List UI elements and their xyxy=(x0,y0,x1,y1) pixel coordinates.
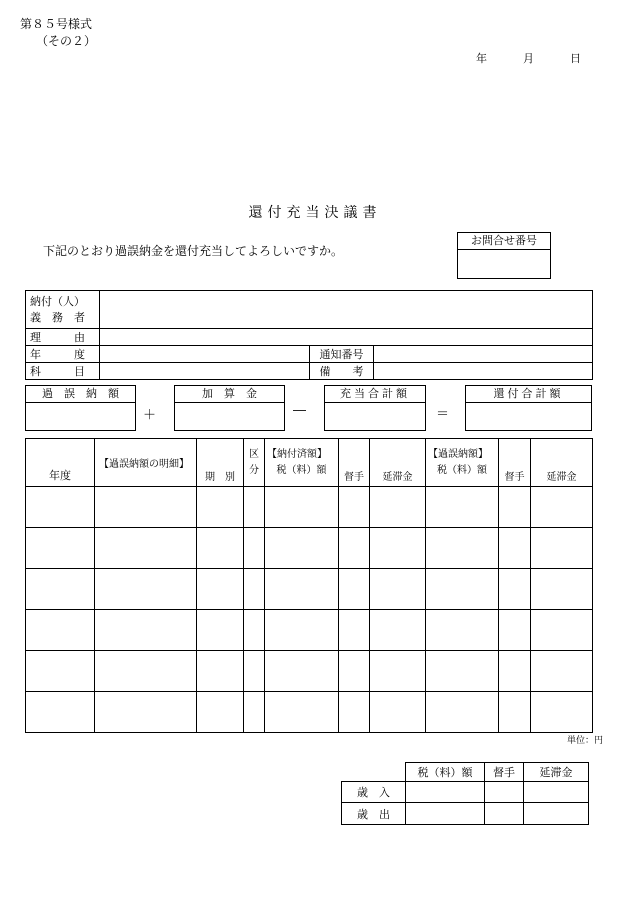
cell-over-late[interactable] xyxy=(531,487,593,528)
summary-revenue-label: 歳 入 xyxy=(342,782,406,803)
table-row xyxy=(26,528,593,569)
cell-paid-tax[interactable] xyxy=(265,487,339,528)
date-month-label: 月 xyxy=(523,52,534,65)
table-row xyxy=(26,487,593,528)
document-title: 還付充当決議書 xyxy=(248,205,382,221)
cell-class[interactable] xyxy=(244,528,265,569)
cell-paid-dunning[interactable] xyxy=(339,651,370,692)
cell-detail[interactable] xyxy=(95,610,197,651)
overpaid-amount-label: 過 誤 納 額 xyxy=(26,386,135,403)
summary-expenditure-dunning[interactable] xyxy=(485,803,524,825)
cell-period[interactable] xyxy=(197,487,244,528)
cell-over-dunning[interactable] xyxy=(499,487,531,528)
paid-tax-label: 税（料）額 xyxy=(276,464,327,476)
subject-field[interactable] xyxy=(100,363,310,380)
col-year-header: 年度 xyxy=(26,439,95,487)
addition-amount-label: 加 算 金 xyxy=(175,386,284,403)
cell-over-tax[interactable] xyxy=(426,487,499,528)
table-row xyxy=(26,692,593,733)
inquiry-value-field[interactable] xyxy=(458,250,550,279)
cell-year[interactable] xyxy=(26,528,95,569)
col-over-tax-header xyxy=(426,439,499,487)
cell-paid-late[interactable] xyxy=(370,692,426,733)
summary-expenditure-label: 歳 出 xyxy=(342,803,406,825)
cell-over-dunning[interactable] xyxy=(499,651,531,692)
cell-period[interactable] xyxy=(197,610,244,651)
date-year-label: 年 xyxy=(476,52,487,65)
col-detail-header: 【過誤納額の明細】 xyxy=(95,439,197,487)
col-paid-dunning-header: 督手 xyxy=(339,439,370,487)
cell-detail[interactable] xyxy=(95,487,197,528)
cell-paid-late[interactable] xyxy=(370,528,426,569)
cell-over-tax[interactable] xyxy=(426,610,499,651)
cell-paid-late[interactable] xyxy=(370,651,426,692)
refund-total-label: 還付合計額 xyxy=(466,386,591,403)
table-row xyxy=(26,651,593,692)
table-row xyxy=(26,610,593,651)
cell-detail[interactable] xyxy=(95,528,197,569)
cell-over-dunning[interactable] xyxy=(499,569,531,610)
minus-sign: ― xyxy=(293,403,306,418)
summary-revenue-dunning[interactable] xyxy=(485,782,524,803)
addition-amount-field[interactable] xyxy=(175,403,284,431)
cell-over-tax[interactable] xyxy=(426,528,499,569)
col-over-dunning-header: 督手 xyxy=(499,439,531,487)
cell-paid-tax[interactable] xyxy=(265,528,339,569)
cell-detail[interactable] xyxy=(95,651,197,692)
cell-paid-dunning[interactable] xyxy=(339,487,370,528)
cell-over-tax[interactable] xyxy=(426,569,499,610)
cell-paid-tax[interactable] xyxy=(265,692,339,733)
paid-title: 【納付済額】 xyxy=(267,448,327,460)
col-paid-late-header: 延滞金 xyxy=(370,439,426,487)
cell-class[interactable] xyxy=(244,487,265,528)
cell-over-dunning[interactable] xyxy=(499,692,531,733)
col-class-header: 区分 xyxy=(244,439,265,487)
appropriation-total-field[interactable] xyxy=(325,403,425,431)
payer-label: 納付（人） 義 務 者 xyxy=(26,291,100,329)
summary-corner xyxy=(342,763,406,782)
cell-paid-late[interactable] xyxy=(370,569,426,610)
cell-paid-dunning[interactable] xyxy=(339,569,370,610)
cell-year[interactable] xyxy=(26,692,95,733)
cell-class[interactable] xyxy=(244,610,265,651)
detail-table xyxy=(25,438,593,733)
overpaid-amount-field[interactable] xyxy=(26,403,135,431)
cell-class[interactable] xyxy=(244,651,265,692)
appropriation-total-box xyxy=(324,385,426,431)
cell-period[interactable] xyxy=(197,692,244,733)
over-title: 【過誤納額】 xyxy=(428,448,488,460)
table-row xyxy=(26,569,593,610)
remarks-label: 備 考 xyxy=(310,363,374,380)
date-day-label: 日 xyxy=(570,52,581,65)
equals-sign: ＝ xyxy=(436,407,450,422)
info-table xyxy=(25,290,593,380)
over-tax-label: 税（料）額 xyxy=(437,464,487,476)
cell-over-late[interactable] xyxy=(531,569,593,610)
summary-dunning-header: 督手 xyxy=(485,763,524,782)
unit-label: 単位：円 xyxy=(567,736,604,746)
cell-over-late[interactable] xyxy=(531,651,593,692)
cell-paid-dunning[interactable] xyxy=(339,610,370,651)
refund-total-field[interactable] xyxy=(466,403,591,431)
notice-number-label: 通知番号 xyxy=(310,346,374,363)
cell-paid-tax[interactable] xyxy=(265,569,339,610)
cell-period[interactable] xyxy=(197,569,244,610)
lead-text: 下記のとおり過誤納金を還付充当してよろしいですか。 xyxy=(43,244,344,258)
form-number: 第８５号様式 xyxy=(20,17,93,31)
cell-paid-late[interactable] xyxy=(370,487,426,528)
cell-over-late[interactable] xyxy=(531,610,593,651)
overpaid-amount-box xyxy=(25,385,136,431)
subject-label: 科 目 xyxy=(26,363,100,380)
cell-over-late[interactable] xyxy=(531,692,593,733)
summary-late-header: 延滞金 xyxy=(524,763,589,782)
reason-label: 理 由 xyxy=(26,329,100,346)
cell-paid-tax[interactable] xyxy=(265,610,339,651)
cell-year[interactable] xyxy=(26,651,95,692)
cell-paid-tax[interactable] xyxy=(265,651,339,692)
inquiry-label: お問合せ番号 xyxy=(458,233,550,250)
cell-period[interactable] xyxy=(197,651,244,692)
refund-total-box xyxy=(465,385,592,431)
plus-sign: ＋ xyxy=(143,408,157,423)
addition-amount-box xyxy=(174,385,285,431)
summary-expenditure-tax[interactable] xyxy=(406,803,485,825)
cell-paid-late[interactable] xyxy=(370,610,426,651)
year-label: 年 度 xyxy=(26,346,100,363)
notice-number-field[interactable] xyxy=(374,346,593,363)
year-field[interactable] xyxy=(100,346,310,363)
cell-over-dunning[interactable] xyxy=(499,528,531,569)
cell-over-late[interactable] xyxy=(531,528,593,569)
cell-detail[interactable] xyxy=(95,569,197,610)
cell-year[interactable] xyxy=(26,610,95,651)
summary-table xyxy=(341,762,589,825)
summary-tax-header: 税（料）額 xyxy=(406,763,485,782)
cell-detail[interactable] xyxy=(95,692,197,733)
cell-year[interactable] xyxy=(26,487,95,528)
col-over-late-header: 延滞金 xyxy=(531,439,593,487)
reason-field[interactable] xyxy=(100,329,593,346)
cell-class[interactable] xyxy=(244,692,265,733)
inquiry-box xyxy=(457,232,551,279)
cell-over-tax[interactable] xyxy=(426,692,499,733)
cell-year[interactable] xyxy=(26,569,95,610)
form-subnumber: （その２） xyxy=(36,34,97,48)
summary-revenue-tax[interactable] xyxy=(406,782,485,803)
payer-field[interactable] xyxy=(100,291,593,329)
col-paid-tax-header xyxy=(265,439,339,487)
col-period-header: 期 別 xyxy=(197,439,244,487)
summary-revenue-late[interactable] xyxy=(524,782,589,803)
cell-paid-dunning[interactable] xyxy=(339,528,370,569)
cell-period[interactable] xyxy=(197,528,244,569)
cell-over-tax[interactable] xyxy=(426,651,499,692)
cell-class[interactable] xyxy=(244,569,265,610)
cell-over-dunning[interactable] xyxy=(499,610,531,651)
remarks-field[interactable] xyxy=(374,363,593,380)
appropriation-total-label: 充当合計額 xyxy=(325,386,425,403)
summary-expenditure-late[interactable] xyxy=(524,803,589,825)
cell-paid-dunning[interactable] xyxy=(339,692,370,733)
